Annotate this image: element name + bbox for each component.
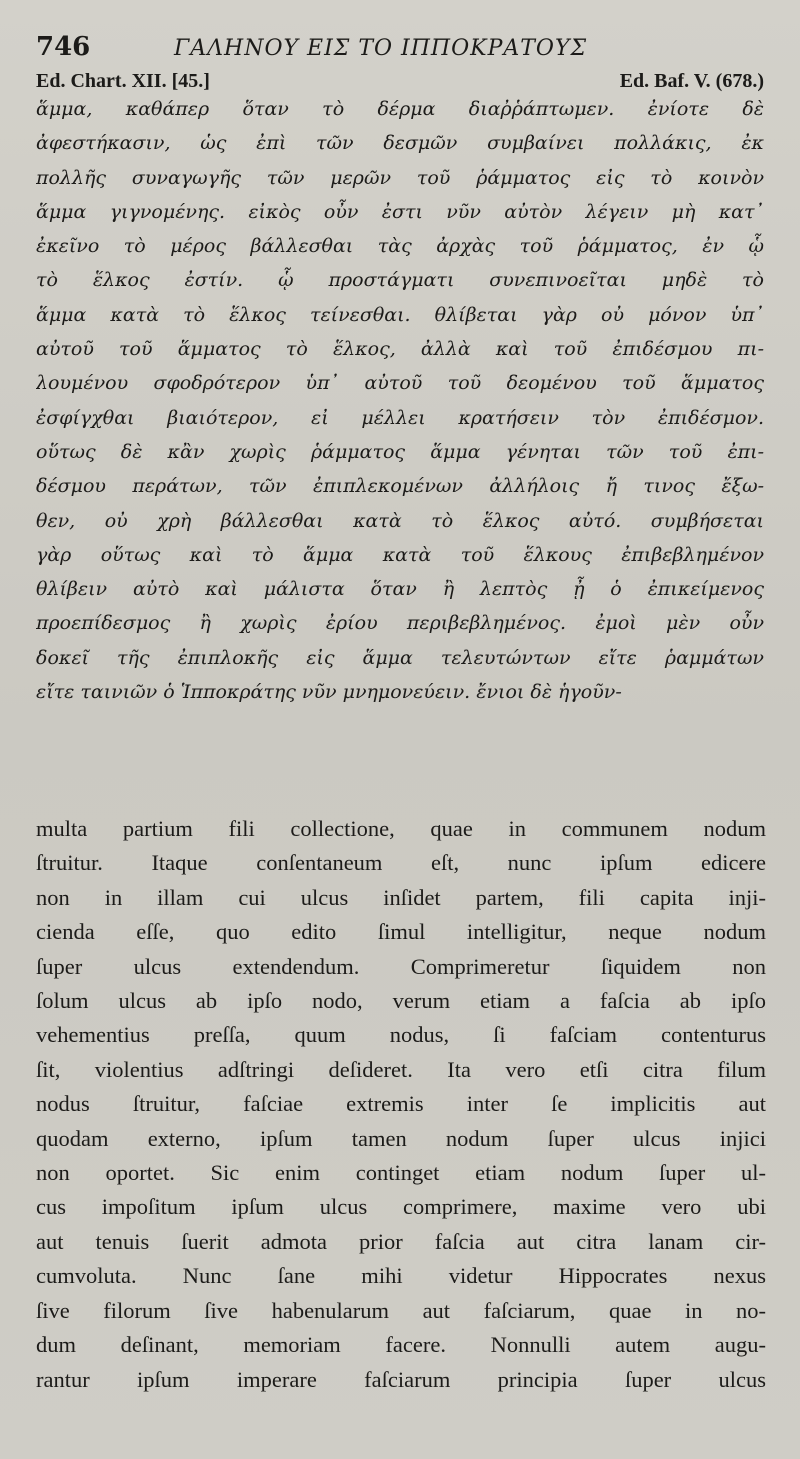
latin-text-line: non in illam cui ulcus inſidet partem, fili capita inji- — [36, 884, 766, 910]
page-header — [36, 30, 766, 70]
latin-text-line: rantur ipſum imperare faſciarum principia ſuper ulcus — [36, 1366, 766, 1392]
greek-text-line: ἅμμα γιγνομένης. εἰκὸς οὖν ἐστι νῦν αὐτὸν λέγειν μὴ κατ᾽ — [36, 200, 764, 223]
latin-text-line: ſive filorum ſive habenularum aut faſciarum, quae in no- — [36, 1297, 766, 1323]
latin-text-line: dum deſinant, memoriam facere. Nonnulli autem augu- — [36, 1332, 766, 1358]
greek-text-line: ἅμμα κατὰ τὸ ἕλκος τείνεσθαι. θλίβεται γὰρ οὐ μόνον ὑπ᾽ — [36, 303, 764, 326]
greek-text-line: θεν, οὐ χρὴ βάλλεσθαι κατὰ τὸ ἕλκος αὐτό. συμβήσεται — [36, 509, 764, 532]
greek-text-line: ἐσφίγχθαι βιαιότερον, εἰ μέλλει κρατήσειν τὸν ἐπιδέσμον. — [36, 406, 764, 429]
running-head: ΓΑΛΗΝΟΥ ΕΙΣ ΤΟ ΙΠΠΟΚΡΑΤΟΥΣ — [174, 36, 588, 61]
latin-text-line: quodam externo, ipſum tamen nodum ſuper ulcus injici — [36, 1125, 766, 1151]
latin-text-line: aut tenuis ſuerit admota prior faſcia aut citra lanam cir- — [36, 1228, 766, 1254]
latin-text-line: non oportet. Sic enim continget etiam nodum ſuper ul- — [36, 1160, 766, 1186]
greek-text-line: ἅμμα, καθάπερ ὅταν τὸ δέρμα διαῤῥάπτωμεν. ἐνίοτε δὲ — [36, 98, 764, 120]
latin-text-line: cus impoſitum ipſum ulcus comprimere, maxime vero ubi — [36, 1194, 766, 1220]
latin-text-line: nodus ſtruitur, faſciae extremis inter ſe implicitis aut — [36, 1091, 766, 1117]
latin-text-line: cienda eſſe, quo edito ſimul intelligitur, neque nodum — [36, 919, 766, 945]
greek-text-line: δοκεῖ τῆς ἐπιπλοκῆς εἰς ἅμμα τελευτώντων εἴτε ῥαμμάτων — [36, 646, 764, 669]
latin-text-line: vehementius preſſa, quum nodus, ſi faſciam contenturus — [36, 1022, 766, 1048]
greek-text-block — [36, 92, 764, 709]
latin-text-line: cumvoluta. Nunc ſane mihi videtur Hippocrates nexus — [36, 1263, 766, 1289]
greek-text-line: λουμένου σφοδρότερον ὑπ᾽ αὐτοῦ τοῦ δεομένου τοῦ ἅμματος — [36, 372, 764, 395]
greek-text-line: ἀφεστήκασιν, ὡς ἐπὶ τῶν δεσμῶν συμβαίνει πολλάκις, ἐκ — [36, 132, 764, 155]
latin-text-block — [36, 812, 766, 1397]
greek-text-line: θλίβειν αὐτὸ καὶ μάλιστα ὅταν ἢ λεπτὸς ᾖ ὁ ἐπικείμενος — [36, 578, 764, 601]
latin-text-line: ſolum ulcus ab ipſo nodo, verum etiam a faſcia ab ipſo — [36, 988, 766, 1014]
greek-text-line: εἴτε ταινιῶν ὁ Ἱπποκράτης νῦν μνημονεύειν. ἔνιοι δὲ ἡγοῦν- — [36, 681, 622, 704]
edition-reference-left: Ed. Chart. XII. [45.] — [36, 70, 210, 92]
edition-reference-right: Ed. Baf. V. (678.) — [619, 70, 764, 92]
latin-text-line: ſtruitur. Itaque conſentaneum eſt, nunc ipſum edicere — [36, 850, 766, 876]
greek-text-line: πολλῆς συναγωγῆς τῶν μερῶν τοῦ ῥάμματος εἰς τὸ κοινὸν — [36, 166, 764, 189]
greek-text-line: προεπίδεσμος ἢ χωρὶς ἐρίου περιβεβλημένος. ἐμοὶ μὲν οὖν — [36, 612, 764, 635]
latin-text-line: multa partium fili collectione, quae in communem nodum — [36, 816, 766, 841]
greek-text-line: γὰρ οὕτως καὶ τὸ ἅμμα κατὰ τοῦ ἕλκους ἐπιβεβλημένον — [36, 543, 764, 566]
greek-text-line: ἐκεῖνο τὸ μέρος βάλλεσθαι τὰς ἀρχὰς τοῦ ῥάμματος, ἐν ᾧ — [36, 235, 764, 258]
greek-text-line: οὕτως δὲ κἂν χωρὶς ῥάμματος ἅμμα γένηται τῶν τοῦ ἐπι- — [36, 440, 764, 463]
latin-text-line: ſit, violentius adſtringi deſideret. Ita vero etſi citra filum — [36, 1056, 766, 1082]
greek-text-line: τὸ ἕλκος ἐστίν. ᾧ προστάγματι συνεπινοεῖται μηδὲ τὸ — [36, 269, 764, 292]
latin-text-line: ſuper ulcus extendendum. Comprimeretur ſiquidem non — [36, 953, 766, 979]
page-number: 746 — [36, 32, 91, 62]
greek-text-line: αὐτοῦ τοῦ ἅμματος τὸ ἕλκος, ἀλλὰ καὶ τοῦ ἐπιδέσμου πι- — [36, 338, 764, 361]
greek-text-line: δέσμου περάτων, τῶν ἐπιπλεκομένων ἀλλήλοις ἤ τινος ἔξω- — [36, 475, 764, 498]
